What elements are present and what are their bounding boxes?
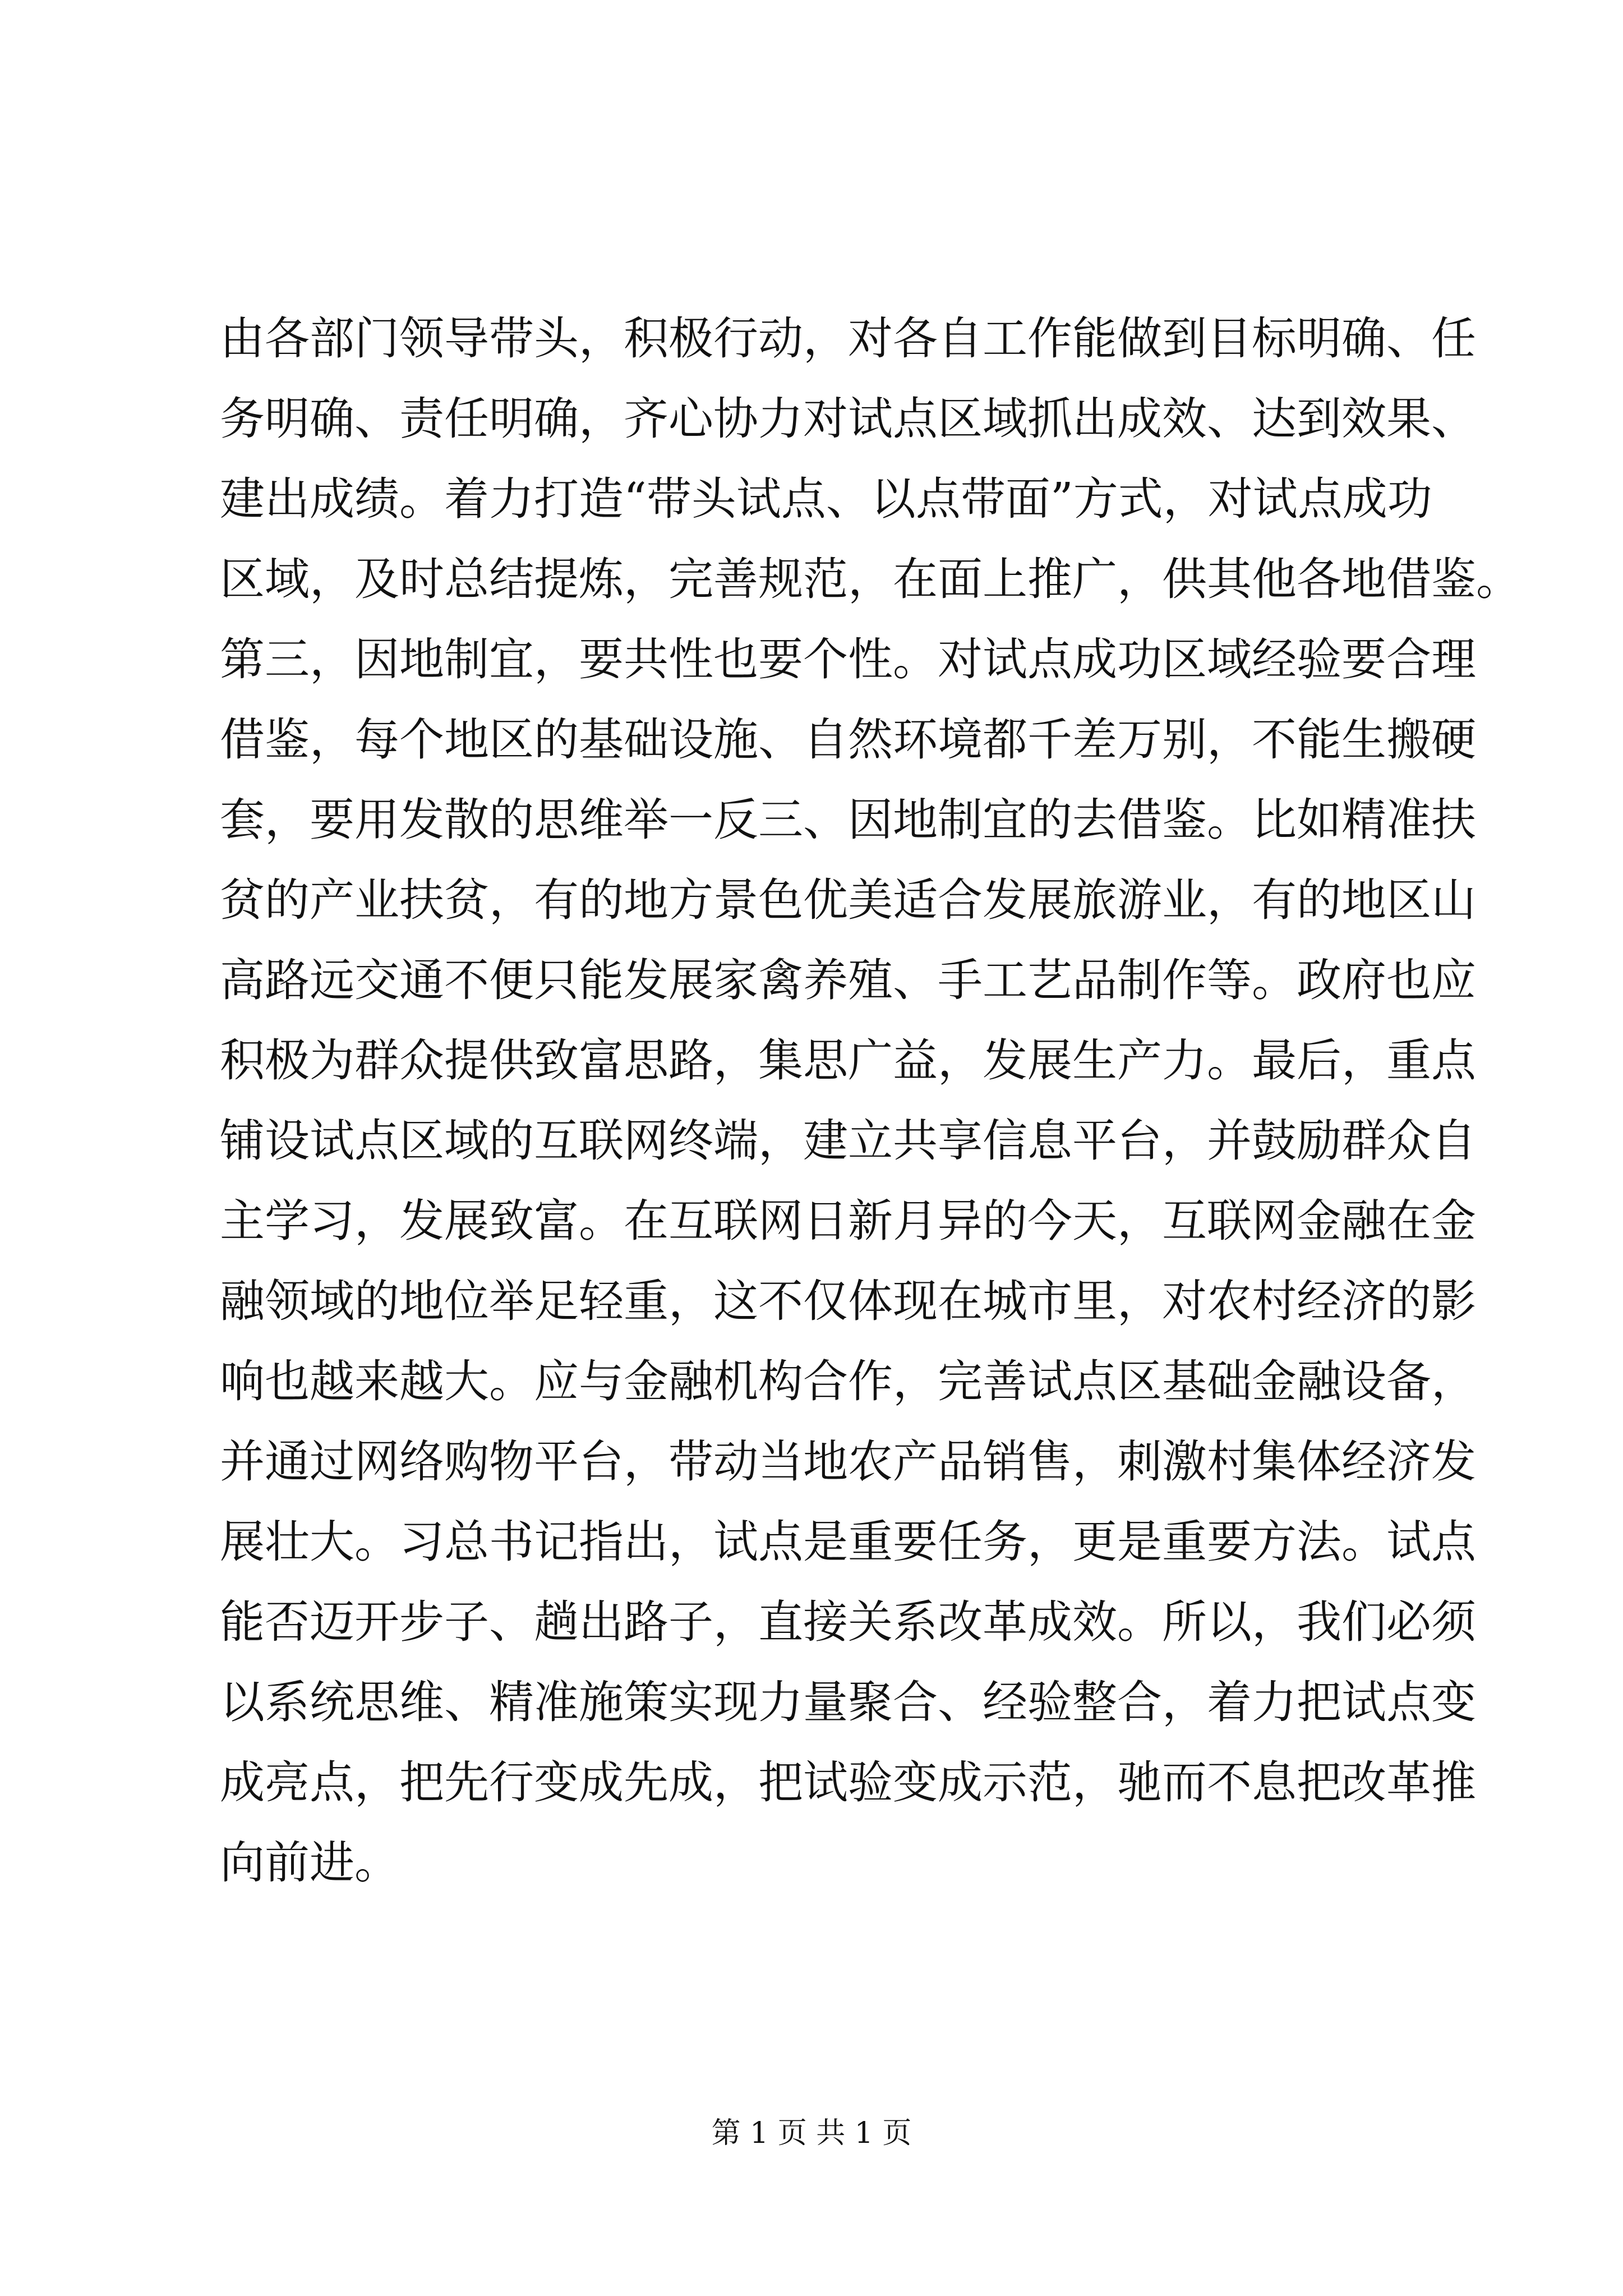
text-line: 成亮点，把先行变成先成，把试验变成示范，驰而不息把改革推 — [220, 1756, 1476, 1809]
text-line-last: 向前进。 — [220, 1837, 399, 1889]
body-paragraph — [220, 298, 1521, 1903]
text-line: 积极为群众提供致富思路，集思广益，发展生产力。最后，重点 — [220, 1034, 1476, 1087]
text-line: 并通过网络购物平台，带动当地农产品销售，刺激村集体经济发 — [220, 1435, 1476, 1488]
text-line: 第三，因地制宜，要共性也要个性。对试点成功区域经验要合理 — [220, 633, 1476, 685]
text-line: 务明确、责任明确，齐心协力对试点区域抓出成效、达到效果、 — [220, 393, 1476, 445]
text-line: 套，要用发散的思维举一反三、因地制宜的去借鉴。比如精准扶 — [220, 794, 1476, 846]
text-line: 区域，及时总结提炼，完善规范，在面上推广，供其他各地借鉴。 — [220, 553, 1521, 605]
text-line: 主学习，发展致富。在互联网日新月异的今天，互联网金融在金 — [220, 1195, 1476, 1247]
text-line: 铺设试点区域的互联网终端，建立共享信息平台，并鼓励群众自 — [220, 1115, 1476, 1167]
text-line: 由各部门领导带头，积极行动，对各自工作能做到目标明确、任 — [220, 312, 1476, 365]
text-line: 借鉴，每个地区的基础设施、自然环境都千差万别，不能生搬硬 — [220, 714, 1476, 766]
page-number-label: 第 1 页 共 1 页 — [711, 2116, 912, 2150]
text-line: 建出成绩。着力打造“带头试点、以点带面”方式，对试点成功 — [220, 473, 1432, 525]
text-line: 高路远交通不便只能发展家禽养殖、手工艺品制作等。政府也应 — [220, 954, 1476, 1006]
text-line: 能否迈开步子、趟出路子，直接关系改革成效。所以，我们必须 — [220, 1596, 1476, 1648]
text-line: 以系统思维、精准施策实现力量聚合、经验整合，着力把试点变 — [220, 1676, 1476, 1728]
page-footer — [0, 2114, 1623, 2153]
text-line: 响也越来越大。应与金融机构合作，完善试点区基础金融设备， — [220, 1355, 1476, 1407]
text-line: 融领域的地位举足轻重，这不仅体现在城市里，对农村经济的影 — [220, 1275, 1476, 1327]
text-line: 展壮大。习总书记指出，试点是重要任务，更是重要方法。试点 — [220, 1516, 1476, 1568]
text-line: 贫的产业扶贫，有的地方景色优美适合发展旅游业，有的地区山 — [220, 874, 1476, 926]
